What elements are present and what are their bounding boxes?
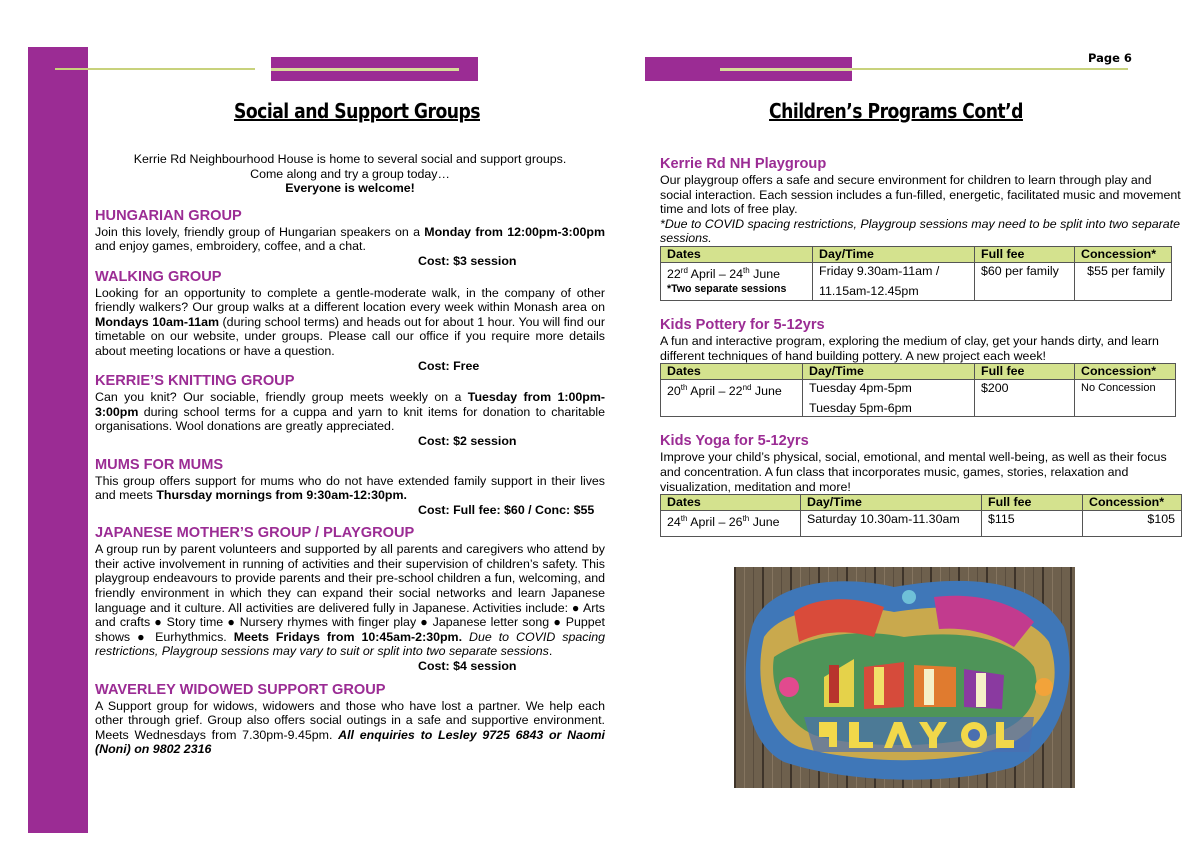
left-sidebar-bar [28,47,88,833]
japanese-text: A group run by parent volunteers and supported by all parents and caregivers who attend by their active involvement in running of activities and their supervision of children’s safety. This playgroup endeavours to provide parents and their pre-school children a fun, welcoming, and friendly environment in which they can expand their social networks and learn Japanese language and it culture. All activities are delivered fully in Japanese. Activities include: ● Arts and crafts ● Story time ● Nursery rhymes with finger play ● Japanese letter song ● Puppet shows ● Eurhythmics. Meets Fridays from 10:45am-2:30pm. Due to COVID spacing restrictions, Playgroup sessions may vary to suit or split into two separate sessions. [95,542,605,659]
playgroup-desc: Our playgroup offers a safe and secure environment for children to learn through play and social interaction. Each session includes a fun-filled, energetic, facilitated music and movement time and lots of free play. [660,173,1181,217]
header-dates: Dates [661,364,803,380]
page-number: Page 6 [1088,51,1132,65]
walking-text: Looking for an opportunity to complete a gentle-moderate walk, in the company of other friendly walkers? Our group walks at a different location every week within Monash area on Mondays 10am-11am (during school terms) and heads out for about 1 hour. You will find our timetable on our website, under groups. Please call our office if you require more details about meeting locations or have a question. [95,285,605,358]
playgroup-dates: 22rd April – 24th June *Two separate sessions [661,262,813,300]
header-rule-left [55,68,255,70]
widowed-heading: WAVERLEY WIDOWED SUPPORT GROUP [95,681,386,698]
header-rule-right [852,68,1128,70]
intro-line-1: Kerrie Rd Neighbourhood House is home to several social and support groups. [133,152,567,166]
header-fullfee: Full fee [975,246,1075,262]
left-column [95,152,605,757]
yoga-fee: $115 [982,511,1083,537]
knitting-heading: KERRIE’S KNITTING GROUP [95,373,295,390]
header-daytime: Day/Time [813,246,975,262]
mums-cost: Cost: Full fee: $60 / Conc: $55 [418,502,595,517]
mosaic-photo-svg [734,567,1075,788]
knitting-text: Can you knit? Our sociable, friendly group meets weekly on a Tuesday from 1:00pm-3:00pm during school terms for a cuppa and yarn to knit items for donation to charitable organisations. Wool donations are greatly appreciated. [95,390,605,434]
header-dates: Dates [661,495,801,511]
mosaic-playgroup-photo [734,567,1075,788]
header-daytime: Day/Time [803,364,975,380]
playgroup-note: *Due to COVID spacing restrictions, Playgroup sessions may need to be split into two separate sessions. [660,216,1180,246]
walking-cost: Cost: Free [418,358,480,373]
header-fullfee: Full fee [975,364,1075,380]
pottery-dates: 20th April – 22nd June [661,380,803,417]
yoga-times: Saturday 10.30am-11.30am [801,511,982,537]
header-fullfee: Full fee [982,495,1083,511]
mums-heading: MUMS FOR MUMS [95,456,224,473]
pottery-desc: A fun and interactive program, exploring the medium of clay, get your hands dirty, and learn different techniques of hand building pottery. A new project each week! [660,333,1159,363]
pottery-table [660,363,1176,417]
right-page-title: Children’s Programs Cont’d [769,99,1023,123]
header-concession: Concession* [1075,246,1172,262]
yoga-desc: Improve your child’s physical, social, emotional, and mental well-being, as well as their focus and concentration. A fun class that incorporates music, games, stories, relaxation and visualization, meditation and more! [660,450,1167,494]
playgroup-table [660,246,1172,301]
yoga-table [660,494,1182,537]
header-dates: Dates [661,246,813,262]
playgroup-times: Friday 9.30am-11am / 11.15am-12.45pm [813,262,975,300]
intro-block [95,152,605,196]
header-block-left-rule [271,68,459,71]
playgroup-heading: Kerrie Rd NH Playgroup [660,156,827,172]
header-block-right-rule [720,68,852,71]
yoga-dates: 24th April – 26th June [661,511,801,537]
intro-line-2: Come along and try a group today… [250,166,450,181]
left-page-title: Social and Support Groups [233,99,481,123]
pottery-times: Tuesday 4pm-5pm Tuesday 5pm-6pm [803,380,975,417]
right-column [660,156,1182,537]
playgroup-conc: $55 per family [1075,262,1172,300]
yoga-heading: Kids Yoga for 5-12yrs [660,433,809,450]
hungarian-heading: HUNGARIAN GROUP [95,207,242,224]
walking-heading: WALKING GROUP [95,268,222,285]
mums-text: This group offers support for mums who do not have extended family support in their lives and meets Thursday mornings from 9:30am-12:30pm. [95,473,605,503]
playgroup-fee: $60 per family [975,262,1075,300]
pottery-conc: No Concession [1075,380,1176,417]
header-concession: Concession* [1083,495,1182,511]
header-daytime: Day/Time [801,495,982,511]
hungarian-cost: Cost: $3 session [418,253,517,268]
widowed-text: A Support group for widows, widowers and those who have lost a partner. We help each other through grief. Group also offers social outings in a safe and supportive environment. Meets Wednesdays from 7.30pm-9.45pm. All enquiries to Lesley 9725 6843 or Naomi (Noni) on 9802 2316 [95,698,605,757]
header-concession: Concession* [1075,364,1176,380]
knitting-cost: Cost: $2 session [418,433,517,448]
yoga-conc: $105 [1083,511,1182,537]
japanese-heading: JAPANESE MOTHER’S GROUP / PLAYGROUP [95,525,415,542]
pottery-heading: Kids Pottery for 5-12yrs [660,316,825,333]
intro-line-3: Everyone is welcome! [285,181,415,196]
japanese-cost: Cost: $4 session [418,659,517,674]
hungarian-text: Join this lovely, friendly group of Hungarian speakers on a Monday from 12:00pm-3:00pm and enjoy games, embroidery, coffee, and a chat. [95,224,605,254]
pottery-fee: $200 [975,380,1075,417]
playgroup-date-note: *Two separate sessions [667,282,787,295]
